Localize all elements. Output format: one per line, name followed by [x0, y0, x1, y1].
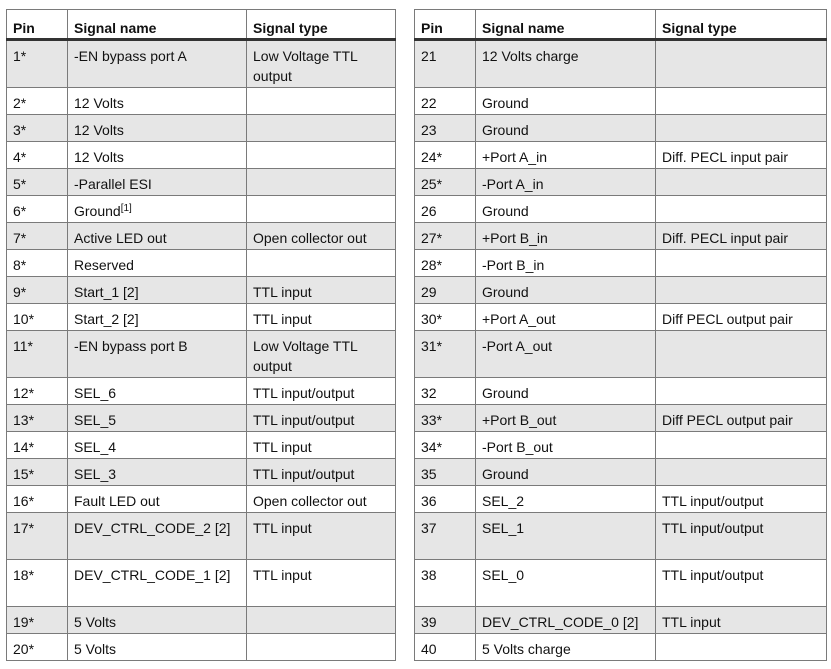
signal-name-cell — [68, 378, 247, 405]
table-row — [415, 88, 827, 115]
signal-name-cell — [68, 115, 247, 142]
signal-type-cell-text: TTL input — [253, 567, 312, 583]
pin-column-header: Pin — [415, 10, 476, 40]
signal-type-cell — [656, 115, 827, 142]
signal-type-cell — [247, 459, 396, 486]
signal-name-cell-text: SEL_0 — [482, 567, 525, 583]
pin-cell — [415, 115, 476, 142]
pin-cell — [415, 88, 476, 115]
signal-type-cell-text: TTL input/output — [253, 466, 355, 482]
signal-type-cell-text: TTL input — [253, 284, 312, 300]
pin-cell-text: 36 — [421, 493, 437, 509]
pin-cell — [7, 115, 68, 142]
pin-cell — [7, 331, 68, 378]
pin-cell — [7, 513, 68, 560]
signal-name-cell-text: Fault LED out — [74, 493, 160, 509]
signal-name-cell — [476, 304, 656, 331]
signal-name-cell — [476, 486, 656, 513]
signal-type-cell-text: TTL input — [253, 311, 312, 327]
signal-name-cell — [476, 223, 656, 250]
signal-name-cell — [476, 196, 656, 223]
signal-name-cell-text: -EN bypass port A — [74, 48, 187, 64]
signal-name-cell-text: 12 Volts — [74, 95, 124, 111]
signal-type-cell-text: TTL input/output — [662, 493, 764, 509]
signal-name-cell-text: 5 Volts — [74, 614, 117, 630]
pin-table-left-body — [7, 40, 396, 661]
signal-name-cell — [68, 40, 247, 88]
pin-cell — [7, 634, 68, 661]
signal-name-cell-text: SEL_6 — [74, 385, 117, 401]
signal-name-cell — [476, 405, 656, 432]
signal-name-cell — [68, 223, 247, 250]
signal-type-cell-text: TTL input/output — [253, 412, 355, 428]
table-row — [415, 486, 827, 513]
signal-name-cell — [68, 432, 247, 459]
signal-name-cell-text: +Port B_in — [482, 230, 548, 246]
signal-name-cell — [476, 634, 656, 661]
signal-type-cell — [247, 331, 396, 378]
header-row — [415, 10, 827, 40]
signal-type-column-header: Signal type — [656, 10, 827, 40]
table-row — [7, 88, 396, 115]
signal-type-cell — [656, 88, 827, 115]
pin-cell — [415, 40, 476, 88]
signal-type-cell — [656, 169, 827, 196]
table-row — [415, 250, 827, 277]
signal-name-cell — [68, 634, 247, 661]
signal-name-cell-text: -Port B_in — [482, 257, 545, 273]
table-row — [415, 405, 827, 432]
pin-cell — [415, 634, 476, 661]
signal-name-cell — [476, 513, 656, 560]
footnote-reference: [1] — [120, 203, 132, 214]
pin-cell-text: 1* — [13, 48, 27, 64]
signal-type-cell — [656, 607, 827, 634]
pin-cell — [415, 304, 476, 331]
pin-cell — [7, 304, 68, 331]
pin-cell — [7, 459, 68, 486]
signal-type-cell-text: Open collector out — [253, 230, 367, 246]
header-row — [7, 10, 396, 40]
pin-cell — [7, 378, 68, 405]
signal-name-cell — [476, 378, 656, 405]
pin-cell-text: 24* — [421, 149, 443, 165]
signal-type-cell — [656, 378, 827, 405]
pin-cell-text: 19* — [13, 614, 35, 630]
table-row — [415, 196, 827, 223]
signal-name-cell-text: SEL_5 — [74, 412, 117, 428]
pin-cell-text: 28* — [421, 257, 443, 273]
pin-cell — [415, 169, 476, 196]
pin-table-right — [414, 9, 827, 661]
signal-name-cell — [68, 607, 247, 634]
signal-name-cell-text: 5 Volts charge — [482, 641, 571, 657]
signal-name-cell — [476, 277, 656, 304]
signal-type-cell — [656, 277, 827, 304]
signal-name-cell-text: +Port A_out — [482, 311, 556, 327]
pin-cell-text: 27* — [421, 230, 443, 246]
signal-name-cell — [476, 331, 656, 378]
signal-name-cell-text: 12 Volts — [74, 149, 124, 165]
signal-type-cell — [247, 486, 396, 513]
table-row — [7, 634, 396, 661]
table-row — [415, 378, 827, 405]
signal-name-cell — [476, 88, 656, 115]
signal-name-cell — [68, 486, 247, 513]
table-row — [415, 331, 827, 378]
signal-name-cell-text: Reserved — [74, 257, 134, 273]
signal-type-cell-text: Low Voltage TTL output — [253, 48, 358, 84]
signal-name-cell-text: DEV_CTRL_CODE_0 [2] — [482, 614, 639, 630]
pin-cell-text: 16* — [13, 493, 35, 509]
signal-type-cell — [656, 196, 827, 223]
signal-name-cell-text: -Parallel ESI — [74, 176, 152, 192]
pin-cell-text: 14* — [13, 439, 35, 455]
pin-cell-text: 31* — [421, 338, 443, 354]
signal-type-cell-text: TTL input/output — [253, 385, 355, 401]
table-row — [7, 40, 396, 88]
signal-name-cell-text: Start_1 [2] — [74, 284, 139, 300]
pin-cell — [415, 513, 476, 560]
signal-type-cell-text: Low Voltage TTL output — [253, 338, 358, 374]
pin-cell-text: 37 — [421, 520, 437, 536]
pin-cell-text: 18* — [13, 567, 35, 583]
pin-cell-text: 40 — [421, 641, 437, 657]
pin-column-header: Pin — [7, 10, 68, 40]
signal-name-cell-text: Ground — [482, 284, 529, 300]
signal-name-cell — [68, 331, 247, 378]
pin-cell — [415, 331, 476, 378]
table-row — [7, 607, 396, 634]
signal-name-cell-text: DEV_CTRL_CODE_2 [2] — [74, 520, 231, 536]
signal-type-cell — [656, 223, 827, 250]
signal-type-cell-text: Diff. PECL input pair — [662, 230, 789, 246]
pin-cell-text: 26 — [421, 203, 437, 219]
pin-cell-text: 20* — [13, 641, 35, 657]
pin-cell — [7, 560, 68, 607]
pin-cell — [7, 277, 68, 304]
signal-type-cell — [247, 560, 396, 607]
pin-cell-text: 15* — [13, 466, 35, 482]
pin-cell-text: 35 — [421, 466, 437, 482]
signal-name-cell — [476, 250, 656, 277]
pin-cell — [415, 486, 476, 513]
signal-type-cell — [656, 250, 827, 277]
signal-name-cell — [476, 142, 656, 169]
table-row — [7, 513, 396, 560]
pin-cell-text: 10* — [13, 311, 35, 327]
signal-name-cell-text: SEL_3 — [74, 466, 117, 482]
signal-name-cell-text: Ground — [482, 203, 529, 219]
signal-type-cell-text: TTL input — [253, 439, 312, 455]
pin-cell-text: 22 — [421, 95, 437, 111]
table-row — [415, 459, 827, 486]
signal-name-cell — [476, 607, 656, 634]
signal-name-cell — [476, 560, 656, 607]
table-row — [7, 304, 396, 331]
signal-type-cell — [656, 331, 827, 378]
pin-cell — [415, 607, 476, 634]
pin-cell — [7, 142, 68, 169]
table-row — [7, 331, 396, 378]
signal-name-cell — [476, 169, 656, 196]
signal-type-cell — [247, 277, 396, 304]
signal-name-column-header: Signal name — [68, 10, 247, 40]
signal-name-cell-text: SEL_2 — [482, 493, 525, 509]
signal-name-cell-text: Ground — [74, 203, 121, 219]
table-row — [415, 304, 827, 331]
signal-type-cell — [247, 513, 396, 560]
pin-cell — [7, 223, 68, 250]
table-row — [415, 432, 827, 459]
pin-cell-text: 4* — [13, 149, 27, 165]
pin-table-left — [6, 9, 396, 661]
signal-name-cell — [476, 432, 656, 459]
signal-type-cell-text: TTL input/output — [662, 520, 764, 536]
pin-cell — [415, 405, 476, 432]
signal-name-cell — [68, 196, 247, 223]
signal-type-cell — [656, 142, 827, 169]
signal-name-cell-text: SEL_4 — [74, 439, 117, 455]
pin-cell — [7, 432, 68, 459]
signal-name-cell-text: Active LED out — [74, 230, 167, 246]
signal-type-cell — [247, 88, 396, 115]
table-row — [7, 142, 396, 169]
table-row — [415, 277, 827, 304]
table-row — [415, 115, 827, 142]
table-row — [7, 486, 396, 513]
signal-type-cell-text: Diff PECL output pair — [662, 412, 793, 428]
signal-name-cell-text: Start_2 [2] — [74, 311, 139, 327]
pin-cell-text: 30* — [421, 311, 443, 327]
pin-cell — [7, 88, 68, 115]
table-row — [415, 513, 827, 560]
pin-cell-text: 23 — [421, 122, 437, 138]
signal-type-cell — [247, 250, 396, 277]
pin-cell-text: 39 — [421, 614, 437, 630]
signal-name-cell-text: Ground — [482, 466, 529, 482]
signal-type-cell — [247, 142, 396, 169]
table-row — [415, 223, 827, 250]
pin-cell-text: 34* — [421, 439, 443, 455]
pin-cell-text: 9* — [13, 284, 27, 300]
pin-cell-text: 12* — [13, 385, 35, 401]
table-row — [415, 40, 827, 88]
signal-name-cell-text: Ground — [482, 385, 529, 401]
signal-name-cell — [68, 88, 247, 115]
pin-cell-text: 2* — [13, 95, 27, 111]
pin-cell — [415, 378, 476, 405]
table-row — [7, 405, 396, 432]
table-row — [415, 634, 827, 661]
signal-name-cell-text: -EN bypass port B — [74, 338, 188, 354]
table-row — [7, 378, 396, 405]
signal-name-cell-text: 12 Volts charge — [482, 48, 579, 64]
signal-name-cell — [476, 115, 656, 142]
pin-cell-text: 29 — [421, 284, 437, 300]
signal-name-cell-text: -Port B_out — [482, 439, 553, 455]
signal-type-cell — [656, 304, 827, 331]
pin-cell — [7, 40, 68, 88]
pin-cell — [7, 607, 68, 634]
pin-cell-text: 8* — [13, 257, 27, 273]
signal-type-cell — [247, 223, 396, 250]
table-row — [7, 560, 396, 607]
signal-type-cell — [656, 634, 827, 661]
pin-cell — [415, 142, 476, 169]
pin-cell — [7, 196, 68, 223]
signal-name-cell — [68, 250, 247, 277]
pin-cell-text: 21 — [421, 48, 437, 64]
signal-name-cell — [68, 405, 247, 432]
signal-name-cell-text: +Port B_out — [482, 412, 557, 428]
signal-type-cell-text: TTL input — [662, 614, 721, 630]
signal-name-cell — [476, 40, 656, 88]
pin-cell — [415, 560, 476, 607]
signal-type-cell — [656, 405, 827, 432]
signal-type-cell-text: Open collector out — [253, 493, 367, 509]
signal-name-cell-text: -Port A_out — [482, 338, 553, 354]
table-row — [415, 607, 827, 634]
signal-name-cell-text: +Port A_in — [482, 149, 547, 165]
pin-cell-text: 11* — [13, 338, 33, 354]
pin-cell-text: 25* — [421, 176, 443, 192]
signal-type-cell-text: Diff PECL output pair — [662, 311, 793, 327]
signal-name-cell — [68, 277, 247, 304]
signal-name-cell-text: SEL_1 — [482, 520, 525, 536]
signal-type-cell — [247, 40, 396, 88]
signal-name-cell-text: 12 Volts — [74, 122, 124, 138]
pin-table-right-body — [415, 40, 827, 661]
signal-name-cell — [476, 459, 656, 486]
table-row — [7, 277, 396, 304]
table-row — [7, 459, 396, 486]
table-row — [7, 250, 396, 277]
pin-cell-text: 3* — [13, 122, 27, 138]
signal-type-cell — [247, 169, 396, 196]
signal-type-cell — [656, 40, 827, 88]
pin-cell — [7, 169, 68, 196]
signal-type-cell — [247, 607, 396, 634]
pin-cell — [7, 405, 68, 432]
signal-type-cell — [247, 115, 396, 142]
signal-name-cell-text: -Port A_in — [482, 176, 544, 192]
pin-cell — [415, 250, 476, 277]
signal-type-cell — [656, 486, 827, 513]
signal-type-cell — [656, 513, 827, 560]
signal-type-cell-text: TTL input — [253, 520, 312, 536]
pin-cell-text: 6* — [13, 203, 27, 219]
signal-type-cell — [247, 304, 396, 331]
signal-type-cell — [247, 378, 396, 405]
table-row — [415, 169, 827, 196]
signal-name-column-header: Signal name — [476, 10, 656, 40]
table-row — [415, 142, 827, 169]
signal-type-cell-text: Diff. PECL input pair — [662, 149, 789, 165]
table-row — [7, 115, 396, 142]
pin-cell — [415, 196, 476, 223]
pin-cell-text: 17* — [13, 520, 35, 536]
pin-cell-text: 38 — [421, 567, 437, 583]
pin-cell-text: 32 — [421, 385, 437, 401]
signal-type-column-header: Signal type — [247, 10, 396, 40]
signal-name-cell-text: Ground — [482, 95, 529, 111]
signal-name-cell-text: DEV_CTRL_CODE_1 [2] — [74, 567, 231, 583]
signal-type-cell — [247, 432, 396, 459]
signal-name-cell — [68, 169, 247, 196]
signal-name-cell-text: Ground — [482, 122, 529, 138]
pin-cell — [7, 250, 68, 277]
pin-cell-text: 5* — [13, 176, 27, 192]
signal-type-cell — [656, 432, 827, 459]
table-row — [415, 560, 827, 607]
signal-name-cell — [68, 459, 247, 486]
pin-cell — [415, 432, 476, 459]
table-row — [7, 432, 396, 459]
signal-type-cell — [247, 196, 396, 223]
pin-cell — [415, 459, 476, 486]
table-row — [7, 169, 396, 196]
signal-type-cell — [656, 459, 827, 486]
signal-type-cell — [247, 405, 396, 432]
signal-type-cell-text: TTL input/output — [662, 567, 764, 583]
signal-name-cell — [68, 304, 247, 331]
pin-cell-text: 13* — [13, 412, 35, 428]
pin-cell-text: 33* — [421, 412, 443, 428]
signal-type-cell — [656, 560, 827, 607]
pin-cell — [7, 486, 68, 513]
table-row — [7, 223, 396, 250]
table-row — [7, 196, 396, 223]
signal-name-cell — [68, 513, 247, 560]
pin-cell-text: 7* — [13, 230, 27, 246]
pin-cell — [415, 277, 476, 304]
signal-name-cell — [68, 560, 247, 607]
signal-name-cell-text: 5 Volts — [74, 641, 117, 657]
signal-name-cell — [68, 142, 247, 169]
pin-cell — [415, 223, 476, 250]
signal-type-cell — [247, 634, 396, 661]
